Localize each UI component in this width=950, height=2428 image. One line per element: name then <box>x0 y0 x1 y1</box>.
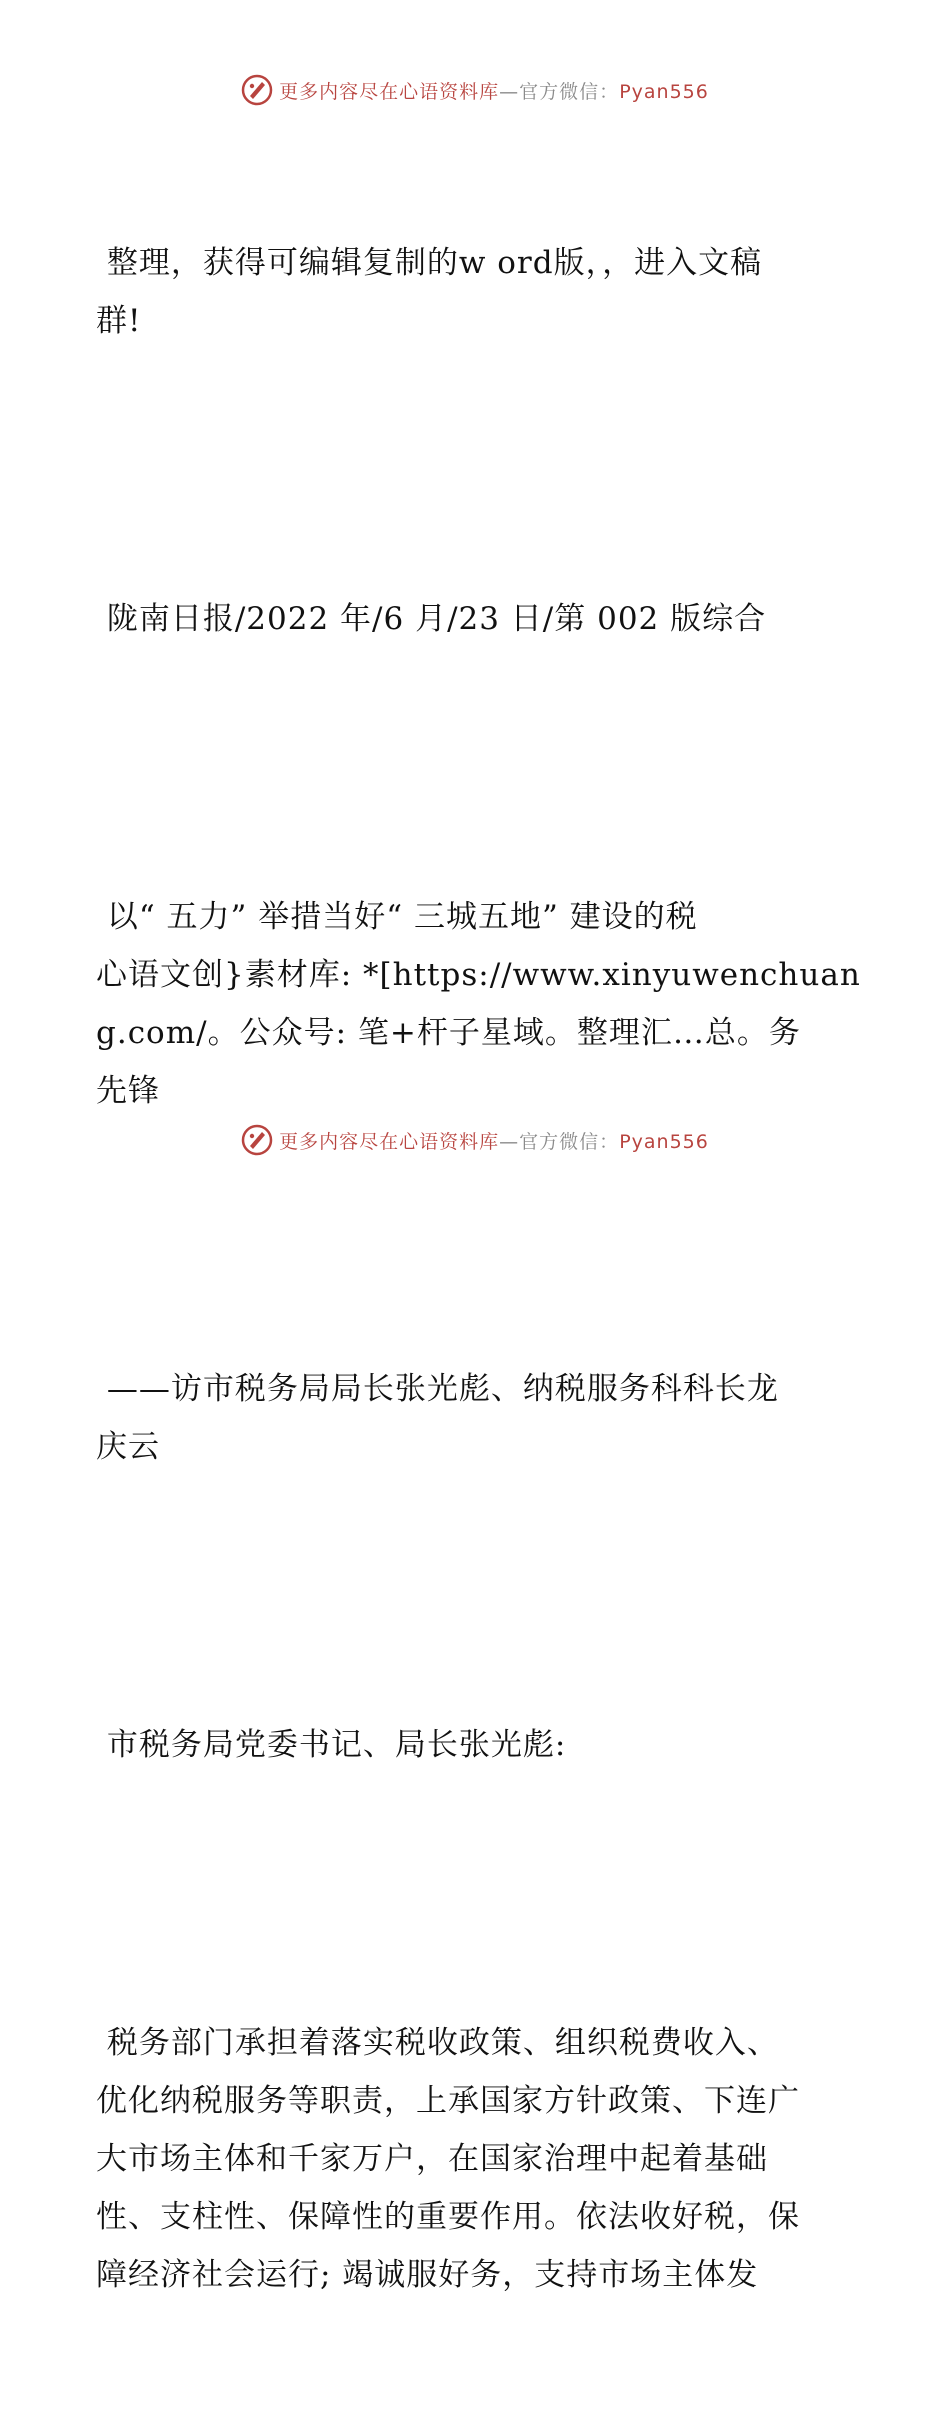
paragraph-4: ——访市税务局局长张光彪、纳税服务科科长龙 庆云 <box>96 1371 779 1465</box>
paragraph-5: 市税务局党委书记、局长张光彪: <box>96 1727 567 1763</box>
banner-text: 更多内容尽在心语资料库—官方微信：Pyan556 <box>279 1130 709 1153</box>
paragraph-2: 陇南日报/2022 年/6 月/23 日/第 002 版综合 <box>96 601 767 637</box>
document-body <box>96 118 861 2428</box>
banner-text: 更多内容尽在心语资料库—官方微信：Pyan556 <box>279 80 709 103</box>
header-banner <box>0 70 950 110</box>
footer-banner <box>0 1120 950 1160</box>
paragraph-6: 税务部门承担着落实税收政策、组织税费收入、 优化纳税服务等职责，上承国家方针政策、下连广 大市场主体和千家万户，在国家治理中起着基础 性、支柱性、保障性的重要作用。依法收好税，保 障经济社会运行; 竭诚服好务，支持市场主体发 <box>96 2025 800 2293</box>
paragraph-1: 整理，获得可编辑复制的w ord版，，进入文稿 群! <box>96 245 763 339</box>
paragraph-3: 以“ 五力” 举措当好“ 三城五地” 建设的税 心语文创}素材库: *[https://www.xinyuwenchuan g.com/。公众号: 笔+杆子星域。整理汇…总。务 先锋 <box>96 899 861 1109</box>
brand-logo-icon <box>241 1124 273 1156</box>
brand-logo-icon <box>241 74 273 106</box>
